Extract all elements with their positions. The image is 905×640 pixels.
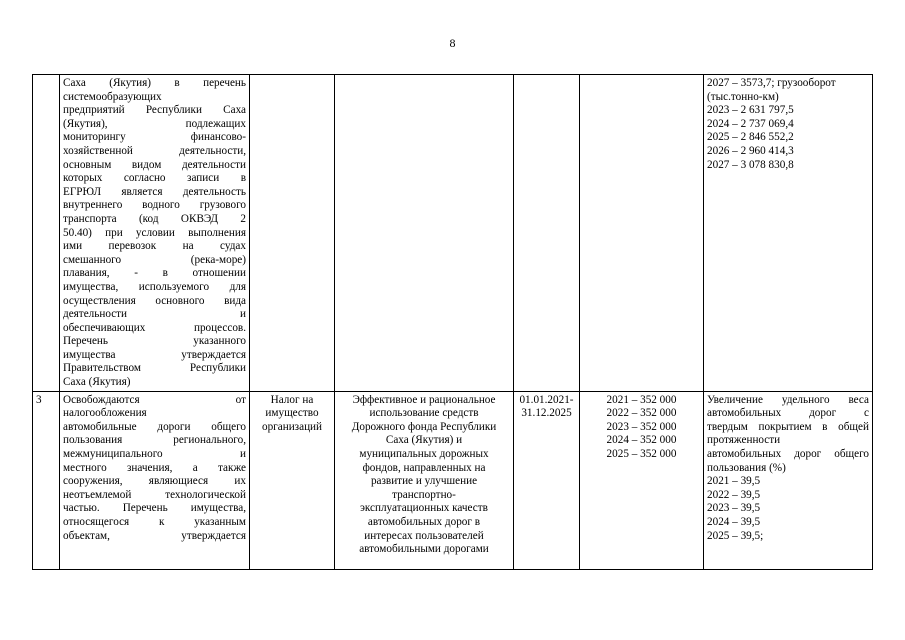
text-line: 2023 – 352 000 — [606, 420, 677, 433]
text-line: 2024 – 352 000 — [606, 434, 677, 447]
text-line: автомобильными дорогами — [359, 543, 489, 556]
text-line: Дорожного фонда Республики — [351, 420, 497, 433]
text-line: хозяйственной деятельности, — [63, 144, 246, 157]
text-line: транспорта (код ОКВЭД 2 — [63, 212, 246, 225]
text-line: пользования регионального, — [63, 434, 246, 447]
page-number: 8 — [449, 36, 456, 50]
text-line: ЕГРЮЛ является деятельность — [63, 185, 246, 198]
goal-cell — [335, 75, 514, 392]
text-line: 2024 – 2 737 069,4 — [707, 117, 794, 130]
text-line: 2022 – 39,5 — [707, 488, 761, 501]
text-line: Саха (Якутия) — [63, 376, 131, 389]
text-line: развитие и улучшение — [370, 475, 478, 488]
text-line: Налог на — [270, 393, 314, 406]
text-line: местного значения, а также — [63, 461, 246, 474]
text-line: плавания, - в отношении — [63, 267, 246, 280]
text-line: 2023 – 2 631 797,5 — [707, 104, 794, 117]
amount-cell — [580, 391, 704, 569]
text-line: 2027 – 3573,7; грузооборот — [707, 77, 836, 89]
description-cell — [60, 75, 250, 392]
text-line: организаций — [261, 420, 323, 433]
text-line: твердым покрытием в общей — [707, 420, 869, 433]
text-line: автомобильных дорог с — [707, 407, 869, 420]
text-line: обеспечивающих процессов. — [63, 321, 246, 334]
text-line: использование средств — [369, 407, 479, 420]
text-line: осуществления основного вида — [63, 294, 246, 307]
text-line: муниципальных дорожных — [359, 448, 489, 461]
text-line: Саха (Якутия) и — [385, 434, 463, 447]
text-line: налогообложения — [63, 407, 147, 420]
text-line: интересах пользователей — [364, 529, 484, 542]
text-line: сооружения, являющиеся их — [63, 475, 246, 488]
text-line: протяженности — [707, 434, 781, 447]
text-line: которых согласно записи в — [63, 172, 246, 185]
text-line: 2023 – 39,5 — [707, 502, 761, 515]
text-line: автомобильных дорог в — [367, 516, 481, 528]
tax-type-text — [253, 394, 331, 435]
text-line: межмуниципального и — [63, 448, 246, 461]
text-line: мониторингу финансово- — [63, 131, 246, 144]
text-line: системообразующих — [63, 90, 162, 103]
text-line: частью. Перечень имущества, — [63, 502, 246, 515]
text-line: Увеличение удельного веса — [707, 393, 869, 406]
text-line: 2021 – 39,5 — [707, 475, 761, 488]
text-line: (тыс.тонно-км) — [707, 90, 779, 103]
text-line: относящегося к указанным — [63, 516, 246, 528]
goal-cell — [335, 391, 514, 569]
text-line: имущество — [265, 407, 319, 420]
text-line: 2021 – 352 000 — [606, 393, 677, 406]
text-line: 01.01.2021- — [519, 393, 574, 406]
text-line: пользования (%) — [707, 461, 786, 474]
goal-text — [338, 394, 510, 557]
text-line: 31.12.2025 — [521, 407, 572, 420]
benefits-table — [32, 74, 873, 570]
text-line: неотъемлемой технологической — [63, 488, 246, 501]
text-line: 50.40) при условии выполнения — [63, 226, 246, 239]
text-line: (Якутия), подлежащих — [63, 117, 246, 130]
amount-text — [583, 394, 700, 462]
indicator-cell — [704, 391, 873, 569]
row-number: 3 — [36, 393, 42, 406]
text-line: Саха (Якутия) в перечень — [63, 77, 246, 89]
text-line: 2024 – 39,5 — [707, 516, 761, 528]
indicator-cell — [704, 75, 873, 392]
table-row-continuation — [33, 75, 873, 392]
text-line: эксплуатационных качеств — [360, 502, 488, 515]
text-line: деятельности и — [63, 308, 246, 321]
text-line: предприятий Республики Саха — [63, 104, 246, 117]
text-line: 2027 – 3 078 830,8 — [707, 158, 794, 171]
text-line: имущества, используемого для — [63, 280, 246, 293]
text-line: внутреннего водного грузового — [63, 199, 246, 212]
text-line: 2025 – 2 846 552,2 — [707, 131, 794, 144]
text-line: Правительством Республики — [63, 362, 246, 375]
row-number-cell — [33, 391, 60, 569]
text-line: Эффективное и рациональное — [352, 393, 496, 406]
text-line: 2026 – 2 960 414,3 — [707, 144, 794, 157]
text-line: фондов, направленных на — [362, 461, 486, 474]
text-line: Освобождаются от — [63, 393, 246, 406]
text-line: 2022 – 352 000 — [606, 407, 677, 420]
text-line: имущества утверждается — [63, 348, 246, 361]
period-text — [517, 394, 576, 421]
amount-cell — [580, 75, 704, 392]
text-line: Перечень указанного — [63, 335, 246, 348]
indicator-text — [707, 77, 869, 172]
period-cell — [514, 75, 580, 392]
text-line: транспортно- — [392, 488, 456, 501]
text-line: автомобильные дороги общего — [63, 420, 246, 433]
text-line: 2025 – 352 000 — [606, 448, 677, 461]
period-cell — [514, 391, 580, 569]
text-line: основным видом деятельности — [63, 158, 246, 171]
tax-cell — [250, 391, 335, 569]
indicator-text — [707, 394, 869, 544]
text-line: ими перевозок на судах — [63, 240, 246, 253]
description-text — [63, 77, 246, 390]
text-line: автомобильных дорог общего — [707, 448, 869, 461]
table-row-3 — [33, 391, 873, 569]
tax-cell — [250, 75, 335, 392]
description-text — [63, 394, 246, 544]
row-number-cell — [33, 75, 60, 392]
text-line: объектам, утверждается — [63, 529, 246, 542]
text-line: смешанного (река-море) — [63, 253, 246, 266]
text-line: 2025 – 39,5; — [707, 529, 764, 542]
description-cell — [60, 391, 250, 569]
